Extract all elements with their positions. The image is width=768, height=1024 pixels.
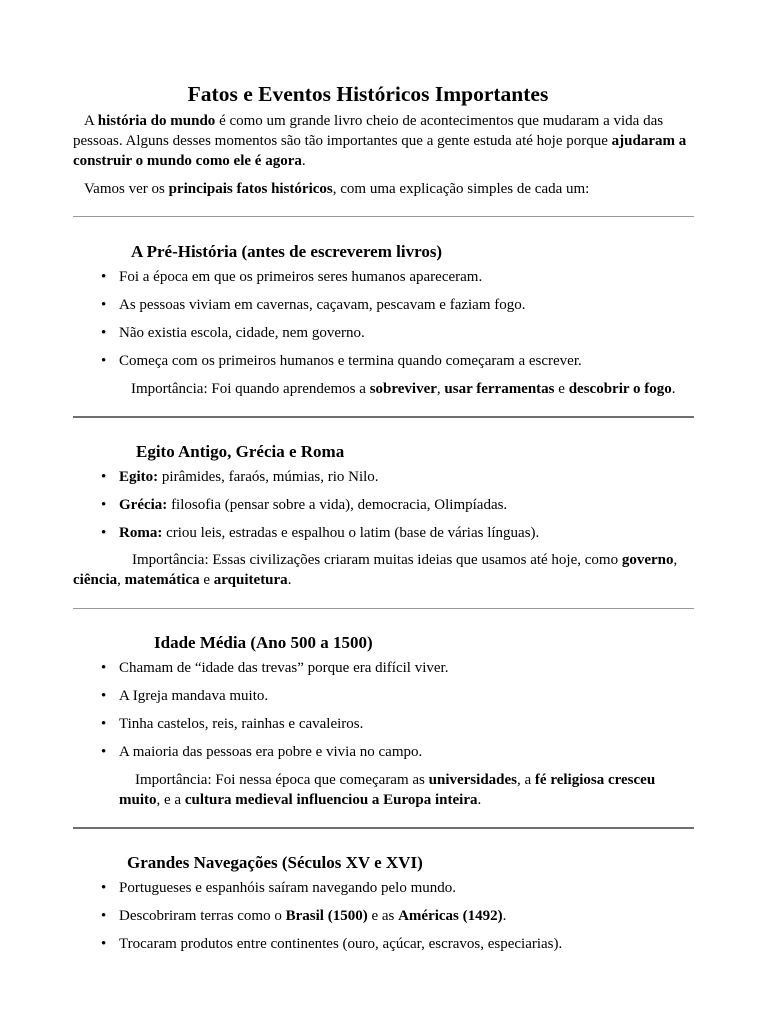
list-item: • Foi a época em que os primeiros seres humanos apareceram. <box>101 269 483 285</box>
section-list-idade-media <box>73 658 695 770</box>
list-item: • Não existia escola, cidade, nem governo. <box>101 325 365 341</box>
intro-paragraph: A história do mundo é como um grande livro cheio de acontecimentos que mudaram a vida das pessoas. Alguns desses momentos são tão importantes que a gente estuda até hoje porque ajudaram a construir o mundo como ele é agora. <box>73 113 687 169</box>
section-divider <box>73 608 694 609</box>
bullet-icon: • <box>101 353 107 369</box>
page-title: Fatos e Eventos Históricos Importantes <box>187 82 549 106</box>
section-heading-navegacoes: Grandes Navegações (Séculos XV e XVI) <box>127 853 423 872</box>
intro-bold-ajudaram: ajudaram a construir o mundo como ele é agora <box>73 133 687 169</box>
bullet-icon: • <box>101 325 107 341</box>
bullet-icon: • <box>101 297 107 313</box>
list-item: • Chamam de “idade das trevas” porque era difícil viver. <box>101 660 449 676</box>
importance-note: Importância: Foi quando aprendemos a sobreviver, usar ferramentas e descobrir o fogo. <box>131 381 676 397</box>
importance-note: Importância: Foi nessa época que começaram as universidades, a fé religiosa cresceu muito, e a cultura medieval influenciou a Europa inteira. <box>119 772 656 808</box>
list-item: • Descobriram terras como o Brasil (1500) e as Américas (1492). <box>101 908 507 924</box>
list-item: • Portugueses e espanhóis saíram navegando pelo mundo. <box>101 880 457 896</box>
list-item: • As pessoas viviam em cavernas, caçavam, pescavam e faziam fogo. <box>101 297 526 313</box>
intro-bold-principais: principais fatos históricos <box>168 181 333 197</box>
bullet-icon: • <box>101 744 107 760</box>
bullet-icon: • <box>101 908 107 924</box>
section-divider <box>73 416 694 418</box>
bullet-icon: • <box>101 936 107 952</box>
list-item: • Trocaram produtos entre continentes (ouro, açúcar, escravos, especiarias). <box>101 936 563 952</box>
list-item: • Grécia: filosofia (pensar sobre a vida), democracia, Olimpíadas. <box>101 497 508 513</box>
list-item: • A maioria das pessoas era pobre e vivia no campo. <box>101 744 423 760</box>
bullet-icon: • <box>101 716 107 732</box>
list-item: • Roma: criou leis, estradas e espalhou o latim (base de várias línguas). <box>101 525 540 541</box>
section-heading-idade-media: Idade Média (Ano 500 a 1500) <box>154 633 373 652</box>
section-list-pre-historia <box>73 267 695 379</box>
list-item: • A Igreja mandava muito. <box>101 688 269 704</box>
intro-lead-paragraph: Vamos ver os principais fatos históricos, com uma explicação simples de cada um: <box>84 181 590 197</box>
list-item: • Começa com os primeiros humanos e termina quando começaram a escrever. <box>101 353 582 369</box>
section-divider <box>73 216 694 217</box>
bullet-icon: • <box>101 269 107 285</box>
bullet-icon: • <box>101 660 107 676</box>
list-item: • Tinha castelos, reis, rainhas e cavaleiros. <box>101 716 364 732</box>
section-heading-antiguidade: Egito Antigo, Grécia e Roma <box>136 442 345 461</box>
bullet-icon: • <box>101 525 107 541</box>
bullet-icon: • <box>101 469 107 485</box>
bullet-icon: • <box>101 688 107 704</box>
intro-bold-historia: história do mundo <box>97 113 216 129</box>
section-divider <box>73 827 694 829</box>
importance-note: Importância: Essas civilizações criaram muitas ideias que usamos até hoje, como governo, ciência, matemática e arquitetura. <box>73 552 678 588</box>
section-list-antiguidade <box>73 467 695 551</box>
section-heading-pre-historia: A Pré-História (antes de escreverem livros) <box>131 242 443 261</box>
list-item: • Egito: pirâmides, faraós, múmias, rio Nilo. <box>101 469 379 485</box>
section-list-navegacoes <box>73 878 695 962</box>
bullet-icon: • <box>101 497 107 513</box>
bullet-icon: • <box>101 880 107 896</box>
